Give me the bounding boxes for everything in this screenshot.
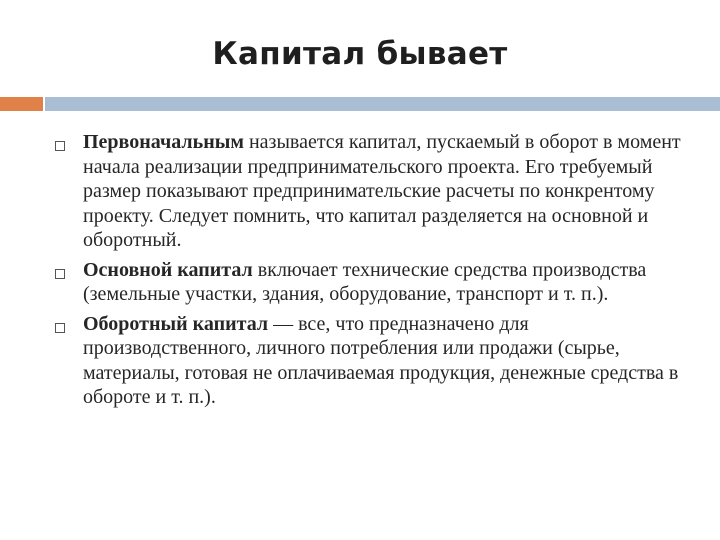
bullet-list [52, 130, 692, 415]
slide-title: Капитал бывает [212, 36, 508, 72]
divider-bar [45, 97, 720, 111]
bullet-item-initial-capital [52, 130, 692, 253]
divider-accent [0, 97, 43, 111]
square-bullet-icon [55, 141, 65, 151]
bullet-text: — все, что предназначено для производственного, личного потребления или продажи (сырье, материалы, готовая не оплачиваемая продукция, денежные средства в обороте и т. п.). [83, 312, 679, 408]
square-bullet-icon [55, 323, 65, 333]
bullet-item-fixed-capital [52, 258, 692, 307]
bullet-text: включает технические средства производства (земельные участки, здания, оборудование, транспорт и т. п.). [83, 258, 647, 305]
bullet-text: называется капитал, пускаемый в оборот в момент начала реализации предпринимательского проекта. Его требуемый размер показывают предпринимательские расчеты по конкрентому проекту. Следует помнить, что капитал разделяется на основной и оборотный. [83, 131, 681, 251]
bullet-term: Оборотный капитал [83, 312, 269, 335]
square-bullet-icon [55, 269, 65, 279]
bullet-term: Первоначальным [83, 131, 244, 153]
bullet-item-working-capital [52, 312, 692, 410]
bullet-term: Основной капитал [83, 258, 253, 281]
